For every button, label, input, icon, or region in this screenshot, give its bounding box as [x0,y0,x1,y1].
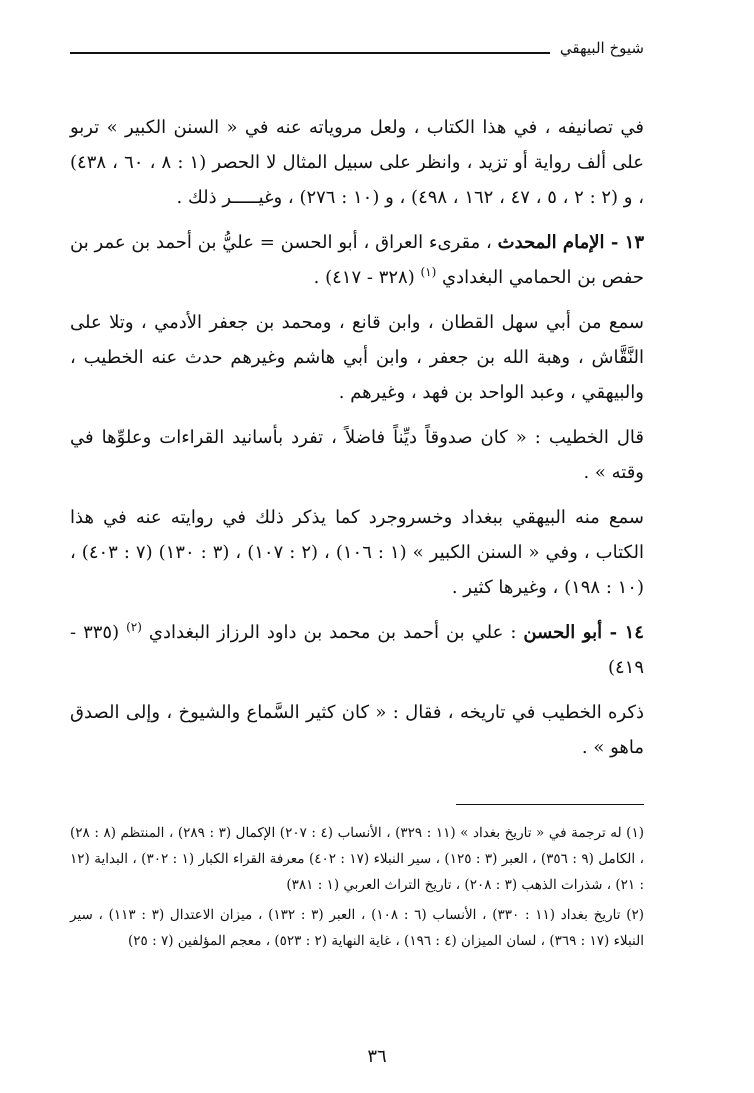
entry-14-text: : علي بن أحمد بن محمد بن داود الرزاز البغدادي [148,622,517,643]
paragraph-intro: في تصانيفه ، في هذا الكتاب ، ولعل مروياته عنه في « السنن الكبير » تربو على ألف رواية أو تزيد ، وانظر على سبيل المثال لا الحصر (١ : ٨ ، ٦٠ ، ٤٣٨) ، و (٢ : ٢ ، ٥ ، ٤٧ ، ١٦٢ ، ٤٩٨) ، و (١٠ : ٢٧٦) ، وغيـــــر ذلك . [70,117,644,208]
footnote-separator [456,804,644,805]
footnote-ref-1[interactable]: (١) [420,265,437,279]
main-text [70,110,644,765]
entry-14-title: ١٤ - أبو الحسن [523,622,644,643]
running-header [70,38,644,58]
paragraph-khatib-history: ذكره الخطيب في تاريخه ، فقال : « كان كثير السَّماع والشيوخ ، وإلى الصدق ماهو » . [70,702,644,758]
entry-13-title: ١٣ - الإمام المحدث [497,232,645,253]
footnote-2: (٢) تاريخ بغداد (١١ : ٣٣٠) ، الأنساب (٦ : ١٠٨) ، العبر (٣ : ١٣٢) ، ميزان الاعتدال (٣ : ١١٣) ، سير النبلاء (١٧ : ٣٦٩) ، لسان الميزان (٤ : ١٩٦) ، غاية النهاية (٢ : ٥٢٣) ، معجم المؤلفين (٧ : ٢٥) [70,907,645,949]
running-title: شيوخ البيهقي [559,39,644,57]
header-rule [70,52,550,54]
footnotes [70,820,644,958]
entry-13-heading [70,225,644,295]
entry-13-dates: (٣٢٨ - ٤١٧) . [313,267,415,288]
entry-14-dates: (٣٣٥ - ٤١٩) [70,622,644,678]
paragraph-bayhaqi-heard: سمع منه البيهقي ببغداد وخسروجرد كما يذكر ذلك في روايته عنه في هذا الكتاب ، وفي « السنن الكبير » (١ : ١٠٦) ، (٢ : ١٠٧) ، (٣ : ١٣٠) (٧ : ٤٠٣) ، (١٠ : ١٩٨) ، وغيرها كثير . [70,507,644,598]
footnote-ref-2[interactable]: (٢) [126,620,142,634]
footnote-1: (١) له ترجمة في « تاريخ بغداد » (١١ : ٣٢٩) ، الأنساب (٤ : ٢٠٧) الإكمال (٣ : ٢٨٩) ، المنتظم (٨ : ٢٨) ، الكامل (٩ : ٣٥٦) ، العبر (٣ : ١٢٥) ، سير النبلاء (١٧ : ٤٠٢) معرفة القراء الكبار (١ : ٣٠٢) ، البداية (١٢ : ٢١) ، شذرات الذهب (٣ : ٢٠٨) ، تاريخ التراث العربي (١ : ٣٨١) [70,825,644,893]
entry-14-heading [70,615,644,685]
paragraph-khatib-quote: قال الخطيب : « كان صدوقاً ديِّناً فاضلاً ، تفرد بأسانيد القراءات وعلوِّها في وقته » . [70,427,644,483]
entry-13-text: ، مقرىء العراق ، أبو الحسن = عليُّ بن أحمد بن عمر بن حفص بن الحمامي البغدادي [70,232,644,288]
paragraph-teachers: سمع من أبي سهل القطان ، وابن قانع ، ومحمد بن جعفر الأدمي ، وتلا على النَّقَّاش ، وهبة الله بن جعفر ، وابن أبي هاشم وغيرهم حدث عنه الخطيب ، والبيهقي ، وعبد الواحد بن فهد ، وغيرهم . [70,312,644,403]
page-number: ٣٦ [367,1046,387,1067]
